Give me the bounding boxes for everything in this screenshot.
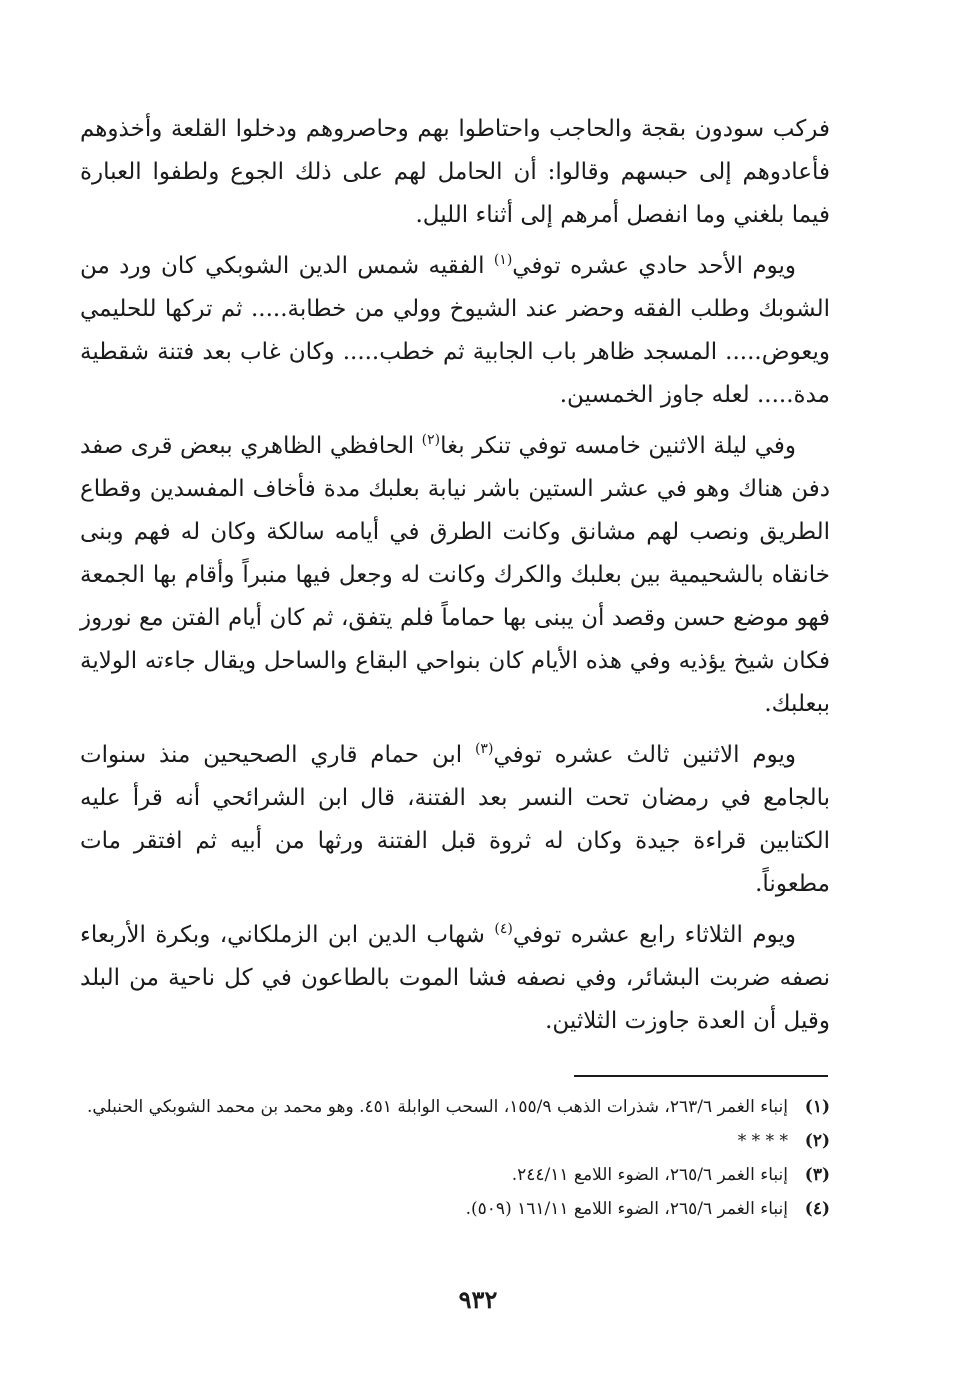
paragraph-2 [80,245,830,417]
paragraph-text-rest: ابن حمام قاري الصحيحين منذ سنوات بالجامع في رمضان تحت النسر بعد الفتنة، قال ابن الشرائحي أنه قرأ عليه الكتابين قراءة جيدة وكان له ثروة قبل الفتنة ورثها من أبيه ثم افتقر مات مطعوناً. [80,742,830,897]
footnote-3 [80,1160,830,1190]
footnote-number: (٢) [804,1131,830,1151]
paragraph-text-start: ويوم الاثنين ثالث عشره توفي [493,742,797,768]
paragraph-text-start: وفي ليلة الاثنين خامسه توفي تنكر بغا [440,433,796,459]
footnote-number: (١) [804,1097,830,1117]
page-number: ٩٣٢ [458,1285,498,1314]
paragraph-text-rest: شهاب الدين ابن الزملكاني، وبكرة الأربعاء نصفه ضربت البشائر، وفي نصفه فشا الموت بالطاعون في كل ناحية من البلد وقيل أن العدة جاوزت الثلاثين. [80,922,830,1034]
footnote-number: (٤) [804,1199,830,1219]
footnotes [80,1092,830,1228]
footnote-text: إنباء الغمر ٢٦٣/٦، شذرات الذهب ١٥٥/٩، السحب الوابلة ٤٥١. وهو محمد بن محمد الشوبكي الحنبلي. [86,1097,788,1117]
footnote-1 [80,1092,830,1122]
footnote-number: (٣) [804,1165,830,1185]
paragraph-5 [80,914,830,1043]
paragraph-4 [80,734,830,906]
footnote-4 [80,1194,830,1224]
footnote-ref-4[interactable]: (٤) [494,921,513,937]
paragraph-text-rest: الفقيه شمس الدين الشوبكي كان ورد من الشوبك وطلب الفقه وحضر عند الشيوخ وولي من خطابة..... ثم تركها للحليمي ويعوض..... المسجد ظاهر باب الجابية ثم خطب..... وكان غاب بعد فتنة شقطية مدة..... لعله جاوز الخمسين. [80,253,830,408]
paragraph-text: فركب سودون بقجة والحاجب واحتاطوا بهم وحاصروهم ودخلوا القلعة وأخذوهم فأعادوهم إلى حبسهم وقالوا: أن الحامل لهم على ذلك الجوع ولطفوا العبارة فيما بلغني وما انفصل أمرهم إلى أثناء الليل. [80,116,830,228]
footnote-text: إنباء الغمر ٢٦٥/٦، الضوء اللامع ٢٤٤/١١. [511,1165,788,1185]
footnote-ref-2[interactable]: (٢) [421,432,441,448]
paragraph-3 [80,425,830,726]
footnote-separator [574,1075,828,1077]
paragraph-1 [80,108,830,237]
footnote-2 [80,1126,830,1156]
footnote-text: إنباء الغمر ٢٦٥/٦، الضوء اللامع ١٦١/١١ (٥٠٩). [465,1199,788,1219]
paragraph-text-start: ويوم الثلاثاء رابع عشره توفي [512,922,796,948]
footnote-ref-1[interactable]: (١) [493,252,513,268]
main-text [80,108,830,1043]
footnote-ref-3[interactable]: (٣) [474,741,494,757]
footnote-text: * * * * [737,1131,788,1151]
paragraph-text-rest: الحافظي الظاهري ببعض قرى صفد دفن هناك وهو في عشر الستين باشر نيابة بعلبك مدة فأخاف المفسدين وقطاع الطريق ونصب لهم مشانق وكانت الطرق في أيامه سالكة وكان له فهم وبنى خانقاه بالشحيمية بين بعلبك والكرك وكانت له وجعل فيها منبراً وأقام بها الجمعة فهو موضع حسن وقصد أن يبنى بها حماماً فلم يتفق، ثم كان أيام الفتن مع نوروز فكان شيخ يؤذيه وفي هذه الأيام كان بنواحي البقاع والساحل ويقال جاءته الولاية ببعلبك. [80,433,830,717]
paragraph-text-start: ويوم الأحد حادي عشره توفي [512,253,797,279]
